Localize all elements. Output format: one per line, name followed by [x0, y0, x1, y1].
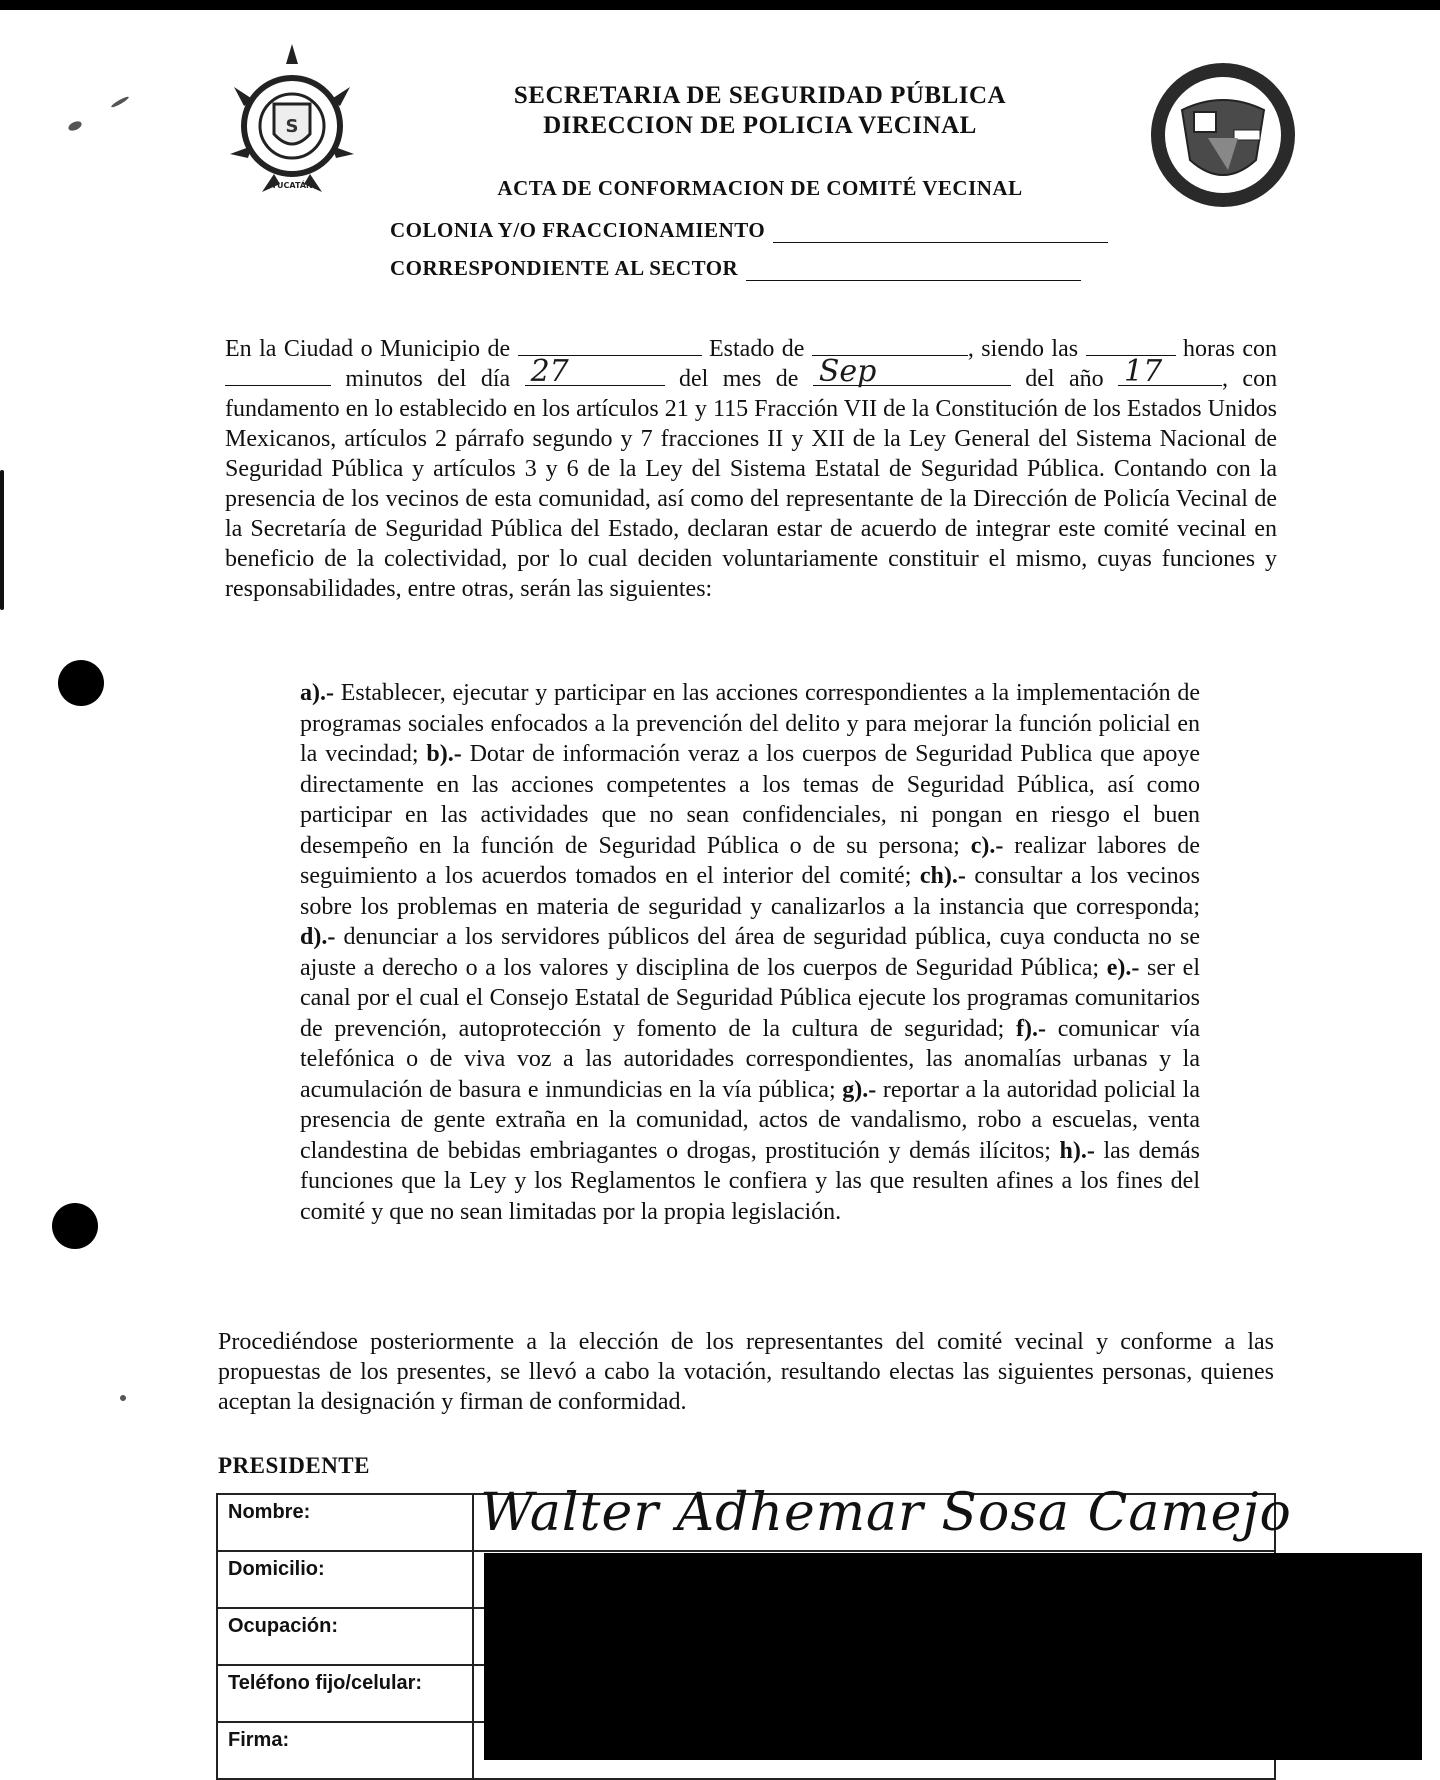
- seal-left-emblem: [222, 42, 362, 202]
- label-nombre: Nombre:: [217, 1494, 473, 1551]
- blank-minutos: [225, 365, 331, 386]
- clause-label: e).-: [1106, 954, 1140, 981]
- seal-left-label: YUCATÁN: [271, 181, 313, 190]
- label-ocupacion: Ocupación:: [217, 1608, 473, 1665]
- clause-label: d).-: [300, 924, 336, 950]
- label-telefono: Teléfono fijo/celular:: [217, 1665, 473, 1722]
- blank-municipio: [518, 335, 702, 356]
- redaction-block: [484, 1553, 1422, 1760]
- punch-hole: [52, 1203, 98, 1249]
- punch-hole: [58, 660, 104, 706]
- intro-text-anio: del año: [1025, 366, 1104, 392]
- seal-right-emblem: [1148, 60, 1298, 210]
- blank-estado: [812, 335, 968, 356]
- clause-label: f).-: [1016, 1015, 1046, 1042]
- blank-horas: [1086, 335, 1176, 356]
- top-edge-bar: [0, 0, 1440, 10]
- scan-speck: [120, 1395, 126, 1401]
- intro-paragraph: [225, 334, 1277, 604]
- intro-text-mes: del mes de: [679, 366, 799, 392]
- scan-speck: [67, 119, 83, 132]
- handwritten-month: Sep: [818, 354, 877, 389]
- blank-anio: [1118, 354, 1222, 389]
- field-colonia: [390, 218, 1108, 243]
- document-title: ACTA DE CONFORMACION DE COMITÉ VECINAL: [497, 176, 1023, 200]
- closing-paragraph: Procediéndose posteriormente a la elección de los representantes del comité vecinal y conforme a las propuestas de los presentes, se llevó a cabo la votación, resultando electas las siguientes personas, quienes aceptan la designación y firman de conformidad.: [218, 1329, 1274, 1415]
- blank-mes: [813, 354, 1011, 389]
- clause-text: realizar labores de seguimiento a los acuerdos tomados en el interior del comité;: [300, 832, 1201, 889]
- clause-label: h).-: [1059, 1137, 1095, 1164]
- intro-text-fundamento: , con fundamento en lo establecido en los artículos 21 y 115 Fracción VII de la Constitución de los Estados Unidos Mexicanos, artículos 2 párrafo segundo y 7 fracciones II y XII de la Ley General del Sistema Nacional de Seguridad Pública y artículos 3 y 6 de la Ley del Sistema Estatal de Seguridad Pública. Contando con la presencia de los vecinos de esta comunidad, así como del representante de la Dirección de Policía Vecinal de la Secretaría de Seguridad Pública del Estado, declaran estar de acuerdo de integrar este comité vecinal en beneficio de la colectividad, por lo cual deciden voluntariamente constituir el mismo, cuyas funciones y responsabilidades, entre otras, serán las siguientes:: [225, 366, 1278, 602]
- clause-text: reportar a la autoridad policial la presencia de gente extraña en la comunidad, actos de vandalismo, robo a escuelas, venta clandestina de bebidas embriagantes o drogas, prostitución y demás ilícitos;: [300, 1076, 1200, 1164]
- handwritten-name: Walter Adhemar Sosa Camejo: [480, 1483, 1292, 1543]
- clause-label: b).-: [426, 741, 462, 767]
- clause-label: c).-: [970, 832, 1004, 859]
- scan-speck: [110, 95, 129, 108]
- clause-text: comunicar vía telefónica o de viva voz a las autoridades correspondientes, las anomalías urbanas y la acumulación de basura e inmundicias en la vía pública;: [300, 1015, 1200, 1103]
- clause-text: ser el canal por el cual el Consejo Estatal de Seguridad Pública ejecute los programas comunitarios de prevención, autoprotección y fomento de la cultura de seguridad;: [300, 954, 1201, 1042]
- clauses-paragraph: [300, 678, 1200, 1227]
- handwritten-year: 17: [1124, 354, 1163, 389]
- clause-label: a).-: [300, 680, 334, 706]
- clause-text: denunciar a los servidores públicos del área de seguridad pública, cuya conducta no se ajuste a derecho o a los valores y disciplina de los cuerpos de Seguridad Pública;: [300, 924, 1200, 981]
- intro-text-horas: horas con: [1182, 336, 1278, 362]
- header-secretaria: SECRETARIA DE SEGURIDAD PÚBLICA: [513, 82, 1007, 109]
- intro-text-estado: Estado de: [709, 336, 805, 362]
- intro-text-dia: minutos del día: [345, 366, 511, 392]
- clause-text: las demás funciones que la Ley y los Reglamentos le confiera y las que resulten afines a los fines del comité y que no sean limitadas por la propia legislación.: [300, 1137, 1200, 1225]
- clause-text: Establecer, ejecutar y participar en las acciones correspondientes a la implementación de programas sociales enfocados a la prevención del delito y para mejorar la función policial en la vecindad;: [300, 680, 1200, 767]
- intro-text-siendo: , siendo las: [967, 336, 1079, 362]
- clause-label: ch).-: [919, 863, 966, 889]
- clause-label: g).-: [842, 1076, 877, 1103]
- field-sector-label: CORRESPONDIENTE AL SECTOR: [390, 256, 739, 280]
- svg-text:S: S: [285, 116, 299, 137]
- label-firma: Firma:: [217, 1722, 473, 1779]
- clause-text: Dotar de información veraz a los cuerpos de Seguridad Publica que apoye directamente en las acciones competentes a los temas de Seguridad Pública, así como participar en las actividades que no sean confidenciales, ni pongan en riesgo el buen desempeño en la función de Seguridad Pública o de su persona;: [300, 741, 1200, 859]
- field-colonia-label: COLONIA Y/O FRACCIONAMIENTO: [390, 218, 766, 242]
- field-colonia-line: [773, 220, 1108, 243]
- field-sector-line: [746, 258, 1081, 281]
- scan-edge-mark: [0, 470, 4, 610]
- blank-dia: [525, 354, 665, 389]
- header-direccion: DIRECCION DE POLICIA VECINAL: [543, 112, 977, 139]
- intro-text-ciudad: En la Ciudad o Municipio de: [225, 336, 511, 362]
- label-domicilio: Domicilio:: [217, 1551, 473, 1608]
- presidente-heading: PRESIDENTE: [218, 1453, 370, 1478]
- handwritten-day: 27: [530, 354, 569, 389]
- field-sector: [390, 256, 1081, 281]
- clause-text: consultar a los vecinos sobre los problemas en materia de seguridad y canalizarlos a la instancia que corresponda;: [300, 863, 1200, 920]
